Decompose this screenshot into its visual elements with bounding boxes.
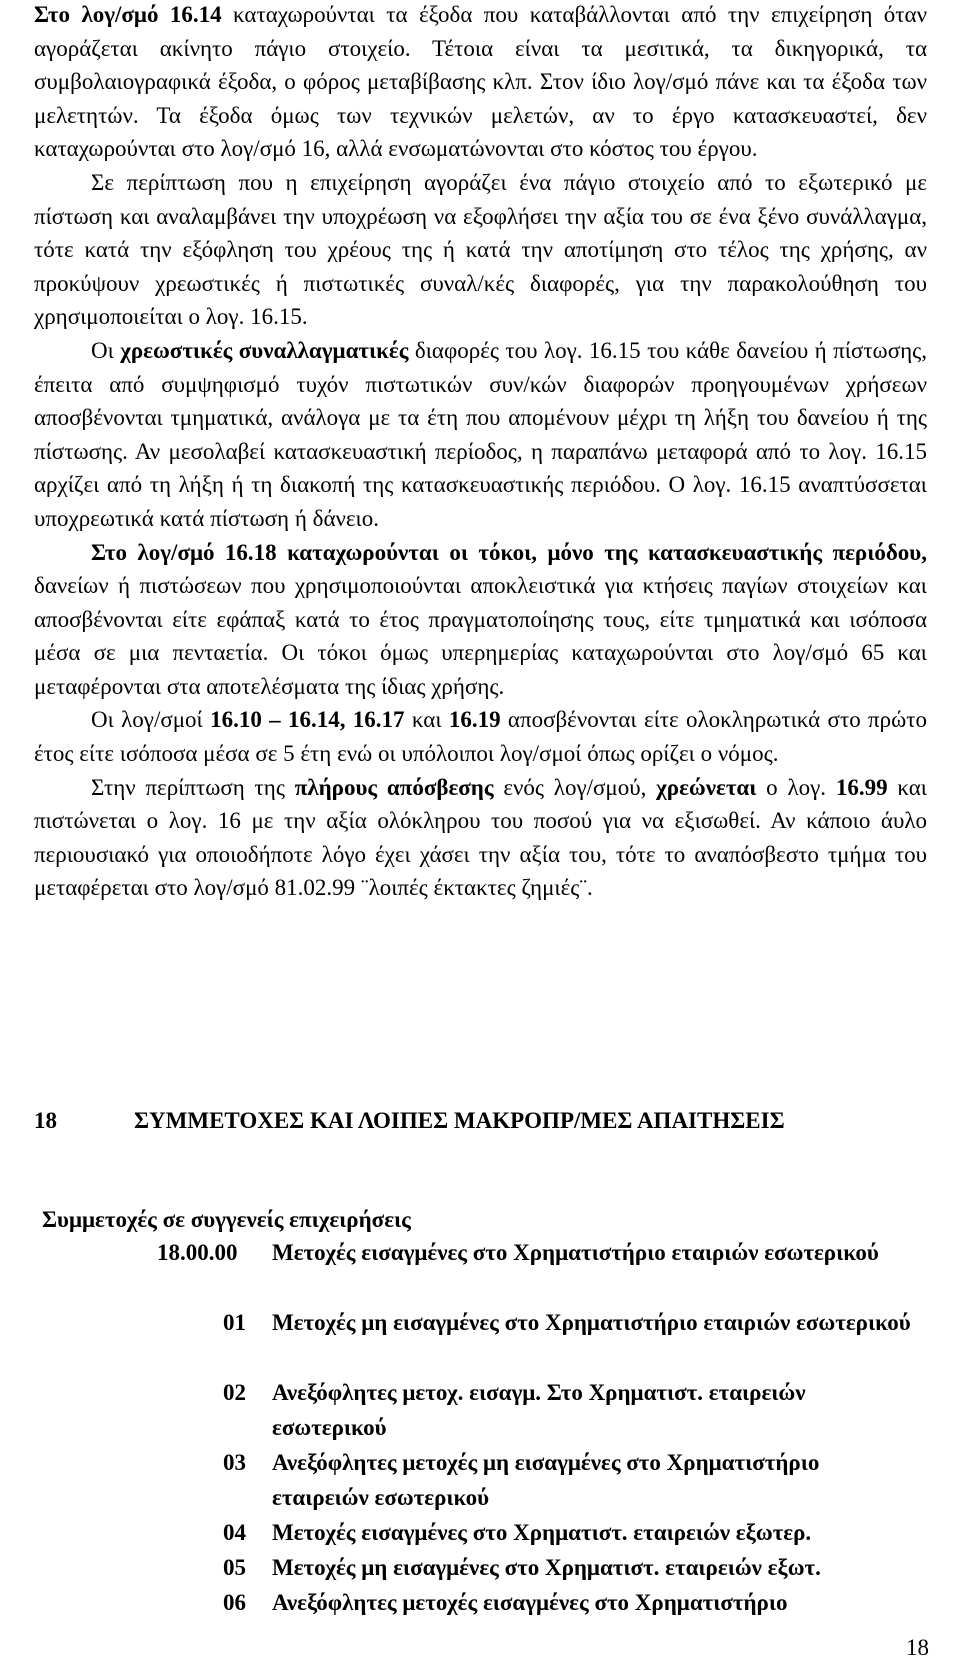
- paragraph-account-16-18: Στο λογ/σμό 16.18 καταχωρούνται οι τόκοι, μόνο της κατασκευαστικής περιόδου, δανείων ή πιστώσεων που χρησιμοποιούνται αποκλειστικά για κτήσεις παγίων στοιχείων και αποσβένονται είτε εφάπαξ κατά το έτος πραγματοποίησης τους, είτε τμηματικά και ισόποσα μέσα σε μια πενταετία. Οι τόκοι όμως υπερημερίας καταχωρούνται στο λογ/σμό 65 και μεταφέρονται στα αποτελέσματα της ίδιας χρήσης.: [34, 539, 927, 699]
- account-name: Ανεξόφλητες μετοχές εισαγμένες στο Χρηματιστήριο: [272, 1590, 788, 1615]
- account-name: Μετοχές μη εισαγμένες στο Χρηματιστ. εταιρειών εξωτ.: [272, 1555, 821, 1580]
- account-code: 18.00.00: [157, 1240, 238, 1265]
- paragraph-amortization: Οι λογ/σμοί 16.10 – 16.14, 16.17 και 16.19 αποσβένονται είτε ολοκληρωτικά στο πρώτο έτος είτε ισόποσα μέσα σε 5 έτη ενώ οι υπόλοιποι λογ/σμοί όπως ορίζει ο νόμος.: [34, 707, 927, 767]
- account-code: 04: [223, 1520, 246, 1545]
- account-code: 01: [223, 1310, 246, 1335]
- account-code: 02: [223, 1380, 246, 1405]
- account-item: [0, 1235, 960, 1305]
- account-code: 05: [223, 1555, 246, 1580]
- paragraph-exchange-differences: Οι χρεωστικές συναλλαγματικές διαφορές του λογ. 16.15 του κάθε δανείου ή πίστωσης, έπειτα από συμψηφισμό τυχόν πιστωτικών συν/κών διαφορών προηγουμένων χρήσεων αποσβένονται τμηματικά, ανάλογα με τα έτη που απομένουν μέχρι τη λήξη του δανείου ή της πίστωσης. Αν μεσολαβεί κατασκευαστική περίοδος, η παραπάνω μεταφορά από το λογ. 16.15 αρχίζει από τη λήξη ή τη διακοπή της κατασκευαστικής περιόδου. Ο λογ. 16.15 αναπτύσσεται υποχρεωτικά κατά πίστωση ή δάνειο.: [34, 337, 927, 531]
- account-code: 03: [223, 1450, 246, 1475]
- paragraph-lead: Στο λογ/σμό 16.14: [34, 2, 222, 27]
- account-name: Ανεξόφλητες μετοχές μη εισαγμένες στο Χρηματιστήριο εταιρειών εσωτερικού: [272, 1450, 820, 1510]
- account-item: [0, 1515, 960, 1550]
- paragraph-full-amortization: Στην περίπτωση της πλήρους απόσβεσης ενός λογ/σμού, χρεώνεται ο λογ. 16.99 και πιστώνεται ο λογ. 16 με την αξία ολόκληρου του ποσού για να εξισωθεί. Αν κάποιο άυλο περιουσιακό για οποιοδήποτε λόγο έχει χάσει την αξία του, τότε το αναπόσβεστο τμήμα του μεταφέρεται στο λογ/σμό 81.02.99 ¨λοιπές έκτακτες ζημιές¨.: [34, 774, 927, 901]
- section-number: 18: [34, 1108, 57, 1133]
- account-item: [0, 1585, 960, 1620]
- section-title: ΣΥΜΜΕΤΟΧΕΣ ΚΑΙ ΛΟΙΠΕΣ ΜΑΚΡΟΠΡ/ΜΕΣ ΑΠΑΙΤΗΣΕΙΣ: [134, 1108, 785, 1133]
- body-text: [34, 0, 927, 905]
- paragraph-account-16-14: Στο λογ/σμό 16.14 καταχωρούνται τα έξοδα που καταβάλλονται από την επιχείρηση όταν αγοράζεται ακίνητο πάγιο στοιχείο. Τέτοια είναι τα μεσιτικά, τα δικηγορικά, τα συμβολαιογραφικά έξοδα, ο φόρος μεταβίβασης κλπ. Στον ίδιο λογ/σμό πάνε και τα έξοδα των μελετητών. Τα έξοδα όμως των τεχνικών μελετών, αν το έργο κατασκευαστεί, δεν καταχωρούνται στο λογ/σμό 16, αλλά ενσωματώνονται στο κόστος του έργου.: [34, 2, 927, 162]
- account-name: Ανεξόφλητες μετοχ. εισαγμ. Στο Χρηματιστ. εταιρειών εσωτερικού: [272, 1380, 806, 1440]
- account-item: [0, 1550, 960, 1585]
- account-name: Μετοχές εισαγμένες στο Χρηματιστήριο εταιριών εσωτερικού: [272, 1240, 879, 1265]
- account-list: [0, 1235, 960, 1620]
- account-code: 06: [223, 1590, 246, 1615]
- account-item: [0, 1305, 960, 1375]
- account-name: Μετοχές μη εισαγμένες στο Χρηματιστήριο εταιριών εσωτερικού: [272, 1310, 911, 1335]
- paragraph-foreign-purchase: Σε περίπτωση που η επιχείρηση αγοράζει ένα πάγιο στοιχείο από το εξωτερικό με πίστωση και αναλαμβάνει την υποχρέωση να εξοφλήσει την αξία του σε ένα ξένο συνάλλαγμα, τότε κατά την εξόφληση του χρέους της ή κατά την αποτίμηση στο τέλος της χρήσης, αν προκύψουν χρεωστικές ή πιστωτικές συναλ/κές διαφορές, για την παρακολούθηση του χρησιμοποιείται ο λογ. 16.15.: [34, 169, 927, 330]
- section-subheading: Συμμετοχές σε συγγενείς επιχειρήσεις: [42, 1207, 411, 1232]
- account-item: [0, 1375, 960, 1445]
- section-heading: [34, 1106, 927, 1136]
- page-number: 18: [906, 1635, 929, 1660]
- account-name: Μετοχές εισαγμένες στο Χρηματιστ. εταιρειών εξωτερ.: [272, 1520, 812, 1545]
- account-item: [0, 1445, 960, 1515]
